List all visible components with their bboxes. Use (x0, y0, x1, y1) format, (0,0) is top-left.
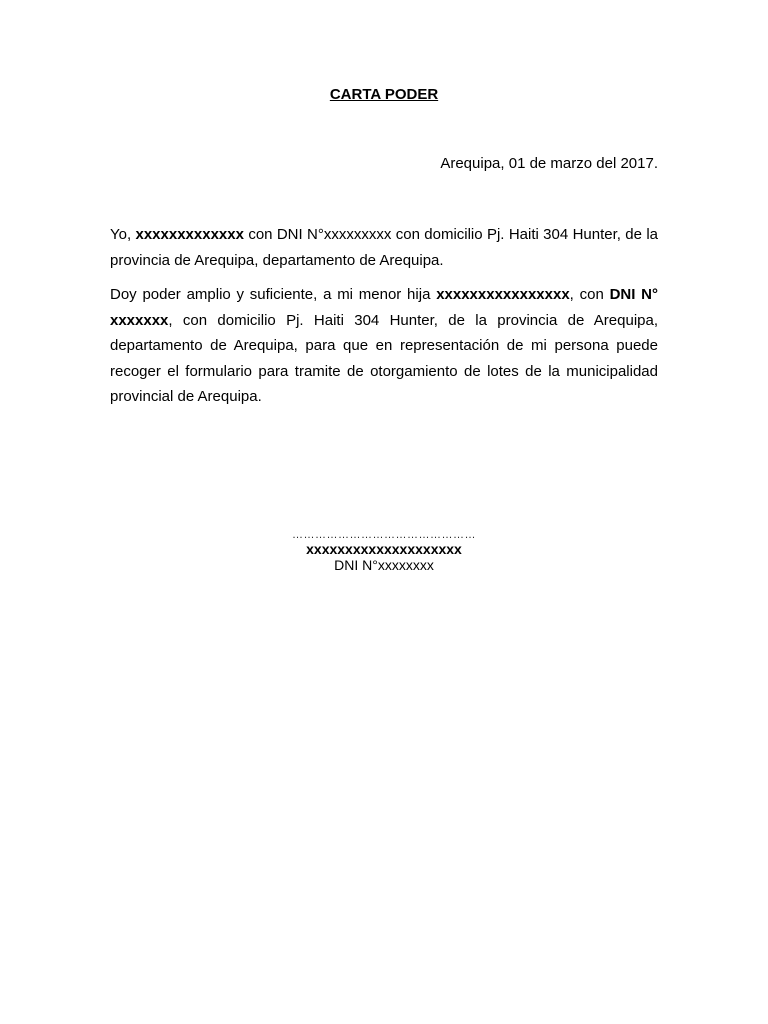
signature-dni: DNI N°xxxxxxxx (334, 557, 434, 573)
paragraph-grantor-body: con DNI N°xxxxxxxxx con domicilio Pj. Haiti 304 Hunter, de la provincia de Arequipa, departamento de Arequipa. (110, 226, 658, 269)
paragraph-grant-con: , con (569, 286, 604, 303)
paragraph-grantor-intro: Yo, (110, 226, 132, 243)
grantor-name: xxxxxxxxxxxxx (135, 226, 244, 243)
document-title: CARTA PODER (329, 86, 439, 103)
paragraph-grant-body: , con domicilio Pj. Haiti 304 Hunter, de la provincia de Arequipa, departamento de Arequipa, para que en representación de mi persona puede recoger el formulario para tramite de otorgamiento de lotes de la municipalidad provincial de Arequipa. (110, 311, 658, 405)
signature-block (0, 528, 768, 573)
paragraph-grantor (110, 222, 658, 273)
signature-line: ………………………………………… (292, 529, 476, 541)
signature-name: xxxxxxxxxxxxxxxxxxxx (306, 541, 462, 557)
grantee-dni: DNI N° xxxxxxx (110, 286, 658, 329)
paragraph-grant (110, 282, 658, 410)
paragraph-grant-intro: Doy poder amplio y suficiente, a mi menor hija (110, 286, 431, 303)
grantee-name: xxxxxxxxxxxxxxxx (436, 286, 570, 303)
document-date: Arequipa, 01 de marzo del 2017. (440, 155, 658, 172)
